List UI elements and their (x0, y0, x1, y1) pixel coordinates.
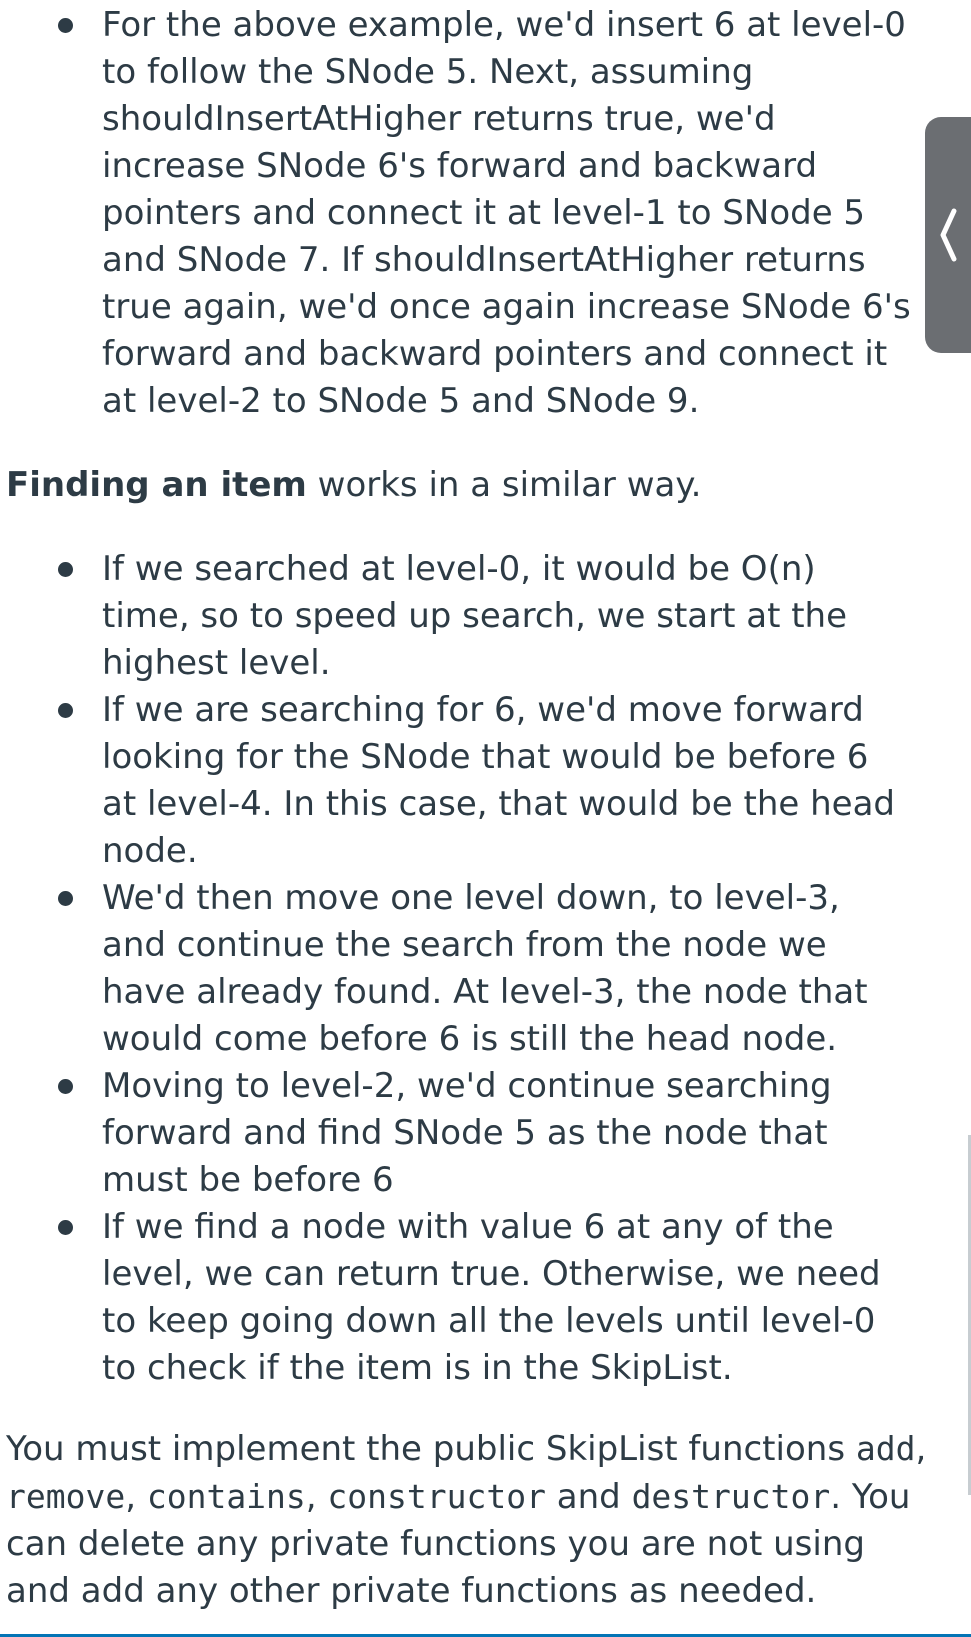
list-item: If we are searching for 6, we'd move forward looking for the SNode that would be before 6 at level-4. In this case, that would be the head node. (0, 687, 912, 875)
list-item: If we searched at level-0, it would be O(n) time, so to speed up search, we start at the highest level. (0, 546, 912, 687)
finding-paragraph (6, 462, 936, 509)
search-steps-list (0, 546, 912, 1392)
implement-text: and (545, 1477, 632, 1517)
code-add: add (855, 1429, 916, 1468)
list-item: Moving to level-2, we'd continue searching forward and find SNode 5 as the node that must be before 6 (0, 1063, 912, 1204)
code-destructor: destructor (631, 1477, 831, 1516)
code-constructor: constructor (327, 1477, 546, 1516)
implement-text: , (305, 1477, 328, 1517)
code-remove: remove (6, 1477, 126, 1516)
chevron-left-icon (937, 207, 959, 263)
code-contains: contains (146, 1477, 306, 1516)
list-item: We'd then move one level down, to level-3, and continue the search from the node we have already found. At level-3, the node that would come before 6 is still the head node. (0, 875, 912, 1063)
finding-heading: Finding an item (6, 465, 307, 505)
implement-text: , (915, 1429, 927, 1469)
implement-text: You must implement the public SkipList functions (6, 1429, 856, 1469)
implement-text: . You can delete any private functions you are not using and add any other private functions as needed. (6, 1477, 911, 1611)
insert-steps-list (0, 2, 912, 425)
implement-paragraph (6, 1425, 936, 1615)
finding-text: works in a similar way. (306, 465, 702, 505)
list-item: For the above example, we'd insert 6 at level-0 to follow the SNode 5. Next, assuming shouldInsertAtHigher returns true, we'd increase SNode 6's forward and backward pointers and connect it at level-1 to SNode 5 and SNode 7. If shouldInsertAtHigher returns true again, we'd once again increase SNode 6's forward and backward pointers and connect it at level-2 to SNode 5 and SNode 9. (0, 2, 912, 425)
side-panel-toggle-button[interactable] (925, 117, 971, 353)
list-item: If we find a node with value 6 at any of the level, we can return true. Otherwise, we need to keep going down all the levels until level-0 to check if the item is in the SkipList. (0, 1204, 912, 1392)
implement-text: , (125, 1477, 147, 1517)
